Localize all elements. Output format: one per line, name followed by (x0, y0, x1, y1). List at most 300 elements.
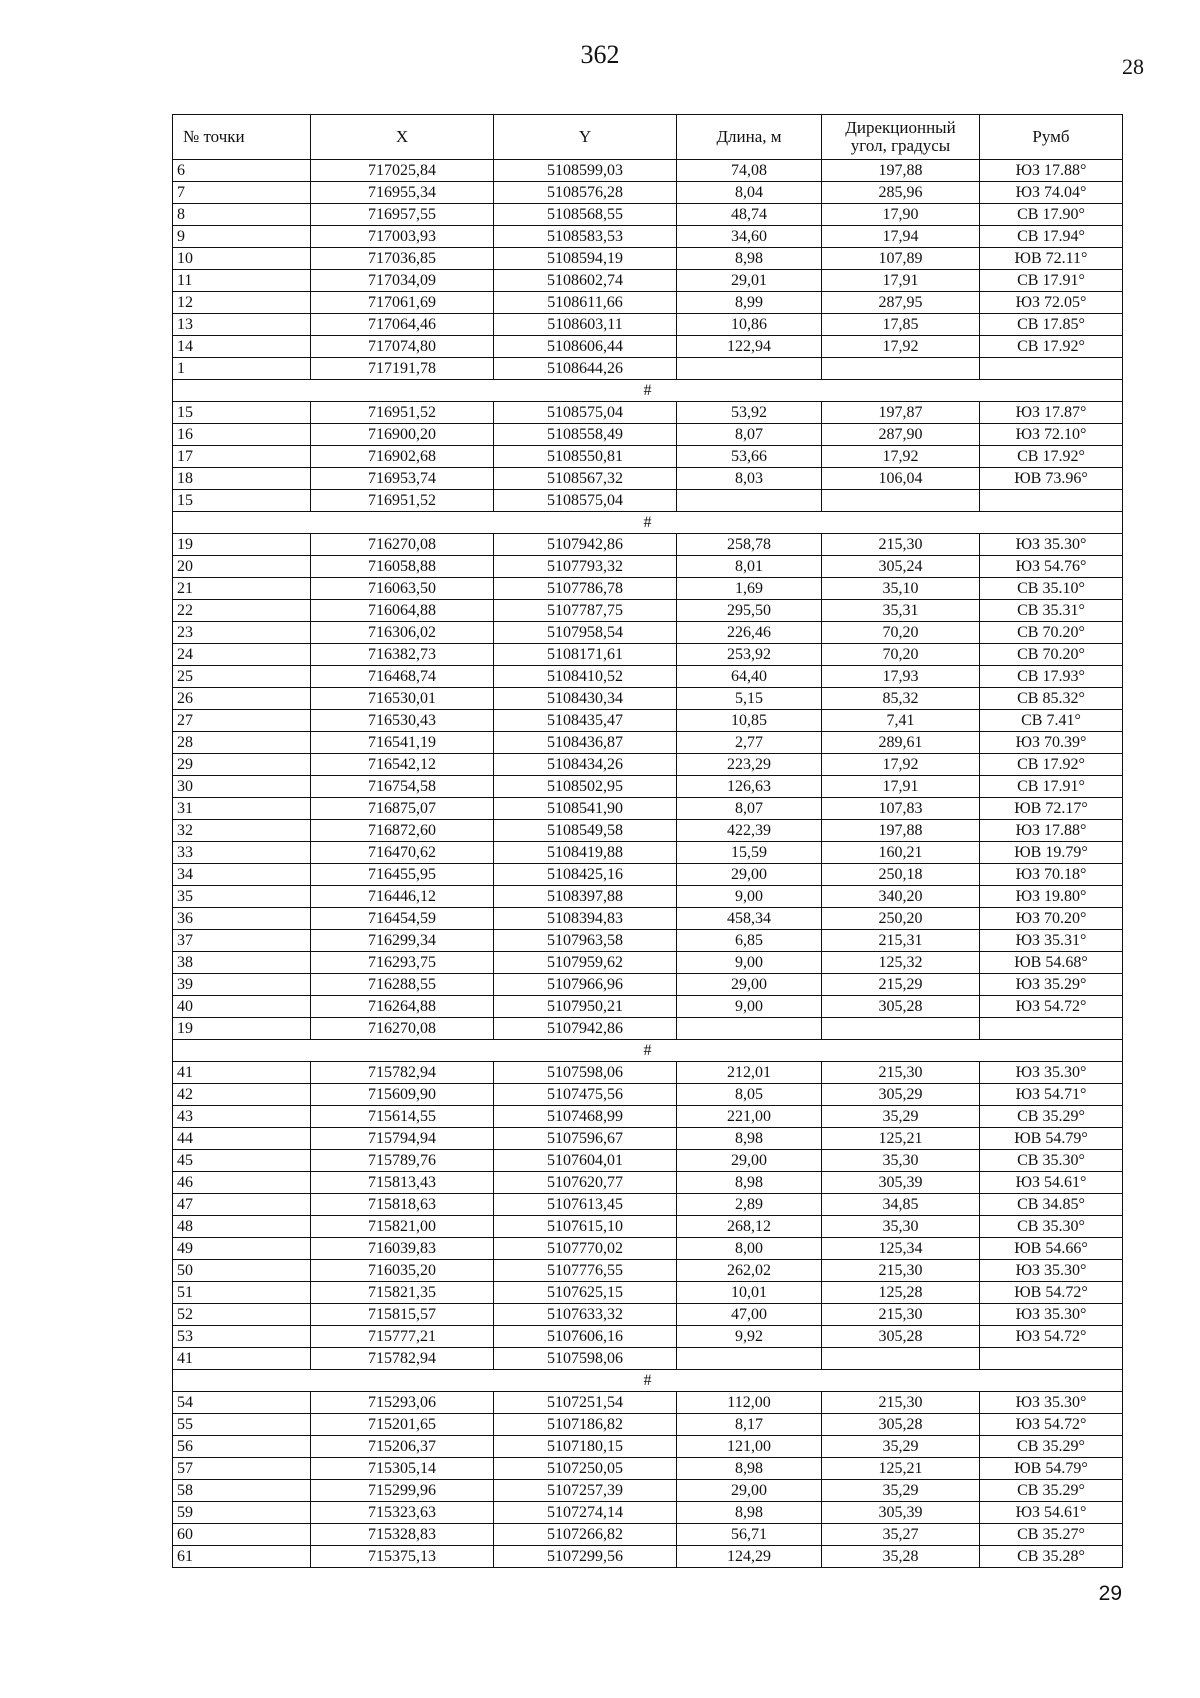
cell-point: 30 (173, 776, 311, 798)
cell-angle: 35,27 (822, 1524, 980, 1546)
cell-rumb: ЮЗ 54.71° (980, 1084, 1123, 1106)
cell-angle: 35,28 (822, 1546, 980, 1568)
cell-point: 54 (173, 1392, 311, 1414)
table-row (173, 974, 1123, 996)
cell-angle: 17,90 (822, 204, 980, 226)
table-row (173, 1216, 1123, 1238)
cell-x: 716454,59 (311, 908, 494, 930)
cell-point: 46 (173, 1172, 311, 1194)
cell-rumb: ЮЗ 54.61° (980, 1172, 1123, 1194)
cell-rumb (980, 490, 1123, 512)
cell-rumb: СВ 35.27° (980, 1524, 1123, 1546)
table-header (173, 115, 1123, 160)
cell-point: 17 (173, 446, 311, 468)
table-row (173, 1436, 1123, 1458)
cell-y: 5107620,77 (494, 1172, 677, 1194)
cell-x: 715815,57 (311, 1304, 494, 1326)
cell-angle: 215,30 (822, 1304, 980, 1326)
cell-y: 5107958,54 (494, 622, 677, 644)
cell-point: 35 (173, 886, 311, 908)
cell-length: 124,29 (677, 1546, 822, 1568)
cell-length: 253,92 (677, 644, 822, 666)
table-row (173, 1480, 1123, 1502)
cell-point: 18 (173, 468, 311, 490)
cell-angle: 125,21 (822, 1128, 980, 1150)
cell-x: 716293,75 (311, 952, 494, 974)
cell-x: 717034,09 (311, 270, 494, 292)
cell-rumb: ЮВ 54.79° (980, 1458, 1123, 1480)
cell-length: 268,12 (677, 1216, 822, 1238)
separator-cell: # (173, 512, 1123, 534)
cell-point: 24 (173, 644, 311, 666)
cell-rumb: ЮВ 72.17° (980, 798, 1123, 820)
cell-x: 715375,13 (311, 1546, 494, 1568)
cell-y: 5107942,86 (494, 534, 677, 556)
table-row (173, 952, 1123, 974)
cell-point: 61 (173, 1546, 311, 1568)
cell-x: 716900,20 (311, 424, 494, 446)
cell-x: 715206,37 (311, 1436, 494, 1458)
table-row (173, 270, 1123, 292)
cell-rumb: ЮВ 19.79° (980, 842, 1123, 864)
table-row (173, 688, 1123, 710)
cell-length: 8,98 (677, 1172, 822, 1194)
table-row (173, 1128, 1123, 1150)
cell-length: 56,71 (677, 1524, 822, 1546)
cell-angle: 17,92 (822, 754, 980, 776)
cell-angle: 70,20 (822, 644, 980, 666)
cell-angle: 125,34 (822, 1238, 980, 1260)
cell-rumb: СВ 17.92° (980, 446, 1123, 468)
cell-rumb: СВ 35.10° (980, 578, 1123, 600)
cell-y: 5107251,54 (494, 1392, 677, 1414)
cell-angle: 70,20 (822, 622, 980, 644)
header-angle: Дирекционный угол, градусы (822, 115, 980, 160)
cell-angle: 125,28 (822, 1282, 980, 1304)
cell-angle (822, 1018, 980, 1040)
cell-rumb: ЮЗ 17.87° (980, 402, 1123, 424)
cell-angle: 289,61 (822, 732, 980, 754)
cell-point: 19 (173, 1018, 311, 1040)
cell-rumb: ЮЗ 35.30° (980, 1304, 1123, 1326)
cell-point: 56 (173, 1436, 311, 1458)
cell-rumb: СВ 35.28° (980, 1546, 1123, 1568)
cell-y: 5107250,05 (494, 1458, 677, 1480)
cell-length: 262,02 (677, 1260, 822, 1282)
cell-rumb: СВ 17.93° (980, 666, 1123, 688)
cell-angle: 305,29 (822, 1084, 980, 1106)
table-row (173, 292, 1123, 314)
cell-y: 5107606,16 (494, 1326, 677, 1348)
header-point: № точки (173, 115, 311, 160)
cell-length: 29,00 (677, 1150, 822, 1172)
cell-length: 8,05 (677, 1084, 822, 1106)
cell-x: 715328,83 (311, 1524, 494, 1546)
cell-x: 715614,55 (311, 1106, 494, 1128)
cell-rumb: ЮЗ 54.76° (980, 556, 1123, 578)
cell-length: 2,89 (677, 1194, 822, 1216)
cell-length: 8,98 (677, 1502, 822, 1524)
separator-cell: # (173, 380, 1123, 402)
cell-x: 717003,93 (311, 226, 494, 248)
cell-y: 5107468,99 (494, 1106, 677, 1128)
cell-point: 20 (173, 556, 311, 578)
cell-x: 716955,34 (311, 182, 494, 204)
cell-rumb: ЮВ 54.66° (980, 1238, 1123, 1260)
cell-length: 212,01 (677, 1062, 822, 1084)
cell-rumb: ЮЗ 54.72° (980, 996, 1123, 1018)
cell-angle (822, 490, 980, 512)
cell-angle: 125,32 (822, 952, 980, 974)
table-row (173, 710, 1123, 732)
table-row (173, 1018, 1123, 1040)
cell-point: 6 (173, 160, 311, 182)
cell-point: 31 (173, 798, 311, 820)
cell-length: 8,00 (677, 1238, 822, 1260)
cell-rumb: ЮЗ 54.61° (980, 1502, 1123, 1524)
cell-x: 717036,85 (311, 248, 494, 270)
cell-y: 5107959,62 (494, 952, 677, 974)
cell-y: 5107776,55 (494, 1260, 677, 1282)
cell-point: 37 (173, 930, 311, 952)
cell-x: 716306,02 (311, 622, 494, 644)
cell-angle: 215,31 (822, 930, 980, 952)
cell-angle: 197,88 (822, 820, 980, 842)
cell-length: 34,60 (677, 226, 822, 248)
cell-rumb: СВ 70.20° (980, 644, 1123, 666)
cell-x: 715782,94 (311, 1348, 494, 1370)
cell-rumb: СВ 17.91° (980, 270, 1123, 292)
separator-row (173, 380, 1123, 402)
cell-y: 5108541,90 (494, 798, 677, 820)
cell-point: 14 (173, 336, 311, 358)
cell-angle: 35,30 (822, 1216, 980, 1238)
cell-angle: 125,21 (822, 1458, 980, 1480)
separator-row (173, 1040, 1123, 1062)
page-number-bottom: 29 (1098, 1582, 1122, 1605)
cell-x: 717064,46 (311, 314, 494, 336)
cell-x: 715201,65 (311, 1414, 494, 1436)
cell-y: 5107786,78 (494, 578, 677, 600)
table-row (173, 1392, 1123, 1414)
cell-length: 458,34 (677, 908, 822, 930)
cell-length: 9,92 (677, 1326, 822, 1348)
table-row (173, 1414, 1123, 1436)
cell-point: 33 (173, 842, 311, 864)
cell-x: 716063,50 (311, 578, 494, 600)
cell-rumb: СВ 17.94° (980, 226, 1123, 248)
cell-length: 8,98 (677, 1128, 822, 1150)
cell-angle: 35,29 (822, 1480, 980, 1502)
cell-length: 8,07 (677, 798, 822, 820)
cell-angle: 250,18 (822, 864, 980, 886)
cell-x: 715609,90 (311, 1084, 494, 1106)
cell-x: 715293,06 (311, 1392, 494, 1414)
cell-point: 8 (173, 204, 311, 226)
cell-rumb: СВ 17.92° (980, 336, 1123, 358)
table-row (173, 732, 1123, 754)
cell-y: 5108602,74 (494, 270, 677, 292)
cell-point: 11 (173, 270, 311, 292)
cell-rumb: ЮЗ 35.30° (980, 1392, 1123, 1414)
cell-angle: 305,28 (822, 996, 980, 1018)
cell-angle: 305,28 (822, 1326, 980, 1348)
cell-point: 39 (173, 974, 311, 996)
cell-point: 42 (173, 1084, 311, 1106)
cell-x: 715794,94 (311, 1128, 494, 1150)
cell-y: 5107604,01 (494, 1150, 677, 1172)
cell-x: 716039,83 (311, 1238, 494, 1260)
cell-angle: 305,24 (822, 556, 980, 578)
table-row (173, 1150, 1123, 1172)
cell-x: 716270,08 (311, 534, 494, 556)
table-row (173, 204, 1123, 226)
cell-y: 5108603,11 (494, 314, 677, 336)
cell-rumb: СВ 35.31° (980, 600, 1123, 622)
page-number-top: 362 (580, 40, 620, 69)
cell-rumb: СВ 35.29° (980, 1436, 1123, 1458)
cell-point: 40 (173, 996, 311, 1018)
cell-angle: 35,29 (822, 1436, 980, 1458)
cell-point: 34 (173, 864, 311, 886)
cell-y: 5108568,55 (494, 204, 677, 226)
cell-rumb: ЮВ 54.79° (980, 1128, 1123, 1150)
cell-x: 715305,14 (311, 1458, 494, 1480)
cell-y: 5107793,32 (494, 556, 677, 578)
cell-length: 8,03 (677, 468, 822, 490)
table-row (173, 754, 1123, 776)
table-row (173, 1084, 1123, 1106)
cell-y: 5108410,52 (494, 666, 677, 688)
cell-x: 716035,20 (311, 1260, 494, 1282)
table-row (173, 446, 1123, 468)
cell-x: 716446,12 (311, 886, 494, 908)
cell-rumb: СВ 70.20° (980, 622, 1123, 644)
cell-point: 50 (173, 1260, 311, 1282)
cell-length (677, 358, 822, 380)
table-row (173, 908, 1123, 930)
cell-point: 21 (173, 578, 311, 600)
cell-x: 716902,68 (311, 446, 494, 468)
cell-rumb: ЮЗ 17.88° (980, 820, 1123, 842)
cell-y: 5108397,88 (494, 886, 677, 908)
cell-point: 15 (173, 402, 311, 424)
cell-point: 7 (173, 182, 311, 204)
cell-rumb: ЮЗ 70.39° (980, 732, 1123, 754)
table-row (173, 1524, 1123, 1546)
cell-y: 5108394,83 (494, 908, 677, 930)
cell-point: 44 (173, 1128, 311, 1150)
table-row (173, 600, 1123, 622)
cell-point: 45 (173, 1150, 311, 1172)
cell-length: 29,01 (677, 270, 822, 292)
table-row (173, 644, 1123, 666)
cell-angle: 17,92 (822, 446, 980, 468)
cell-length: 121,00 (677, 1436, 822, 1458)
cell-rumb: ЮЗ 54.72° (980, 1414, 1123, 1436)
cell-point: 25 (173, 666, 311, 688)
cell-length: 48,74 (677, 204, 822, 226)
cell-length: 126,63 (677, 776, 822, 798)
table-row (173, 1546, 1123, 1568)
cell-length (677, 1018, 822, 1040)
table-row (173, 1502, 1123, 1524)
cell-y: 5108430,34 (494, 688, 677, 710)
cell-rumb: СВ 17.90° (980, 204, 1123, 226)
cell-x: 715821,35 (311, 1282, 494, 1304)
header-row (173, 115, 1123, 160)
table-row (173, 1238, 1123, 1260)
table-row (173, 996, 1123, 1018)
cell-point: 41 (173, 1348, 311, 1370)
cell-angle: 17,85 (822, 314, 980, 336)
cell-length: 8,98 (677, 248, 822, 270)
cell-y: 5107186,82 (494, 1414, 677, 1436)
cell-point: 22 (173, 600, 311, 622)
cell-point: 29 (173, 754, 311, 776)
table-row (173, 864, 1123, 886)
table-row (173, 182, 1123, 204)
cell-y: 5108435,47 (494, 710, 677, 732)
cell-length: 8,04 (677, 182, 822, 204)
cell-length: 10,01 (677, 1282, 822, 1304)
cell-angle: 215,29 (822, 974, 980, 996)
cell-angle: 305,39 (822, 1502, 980, 1524)
cell-x: 716872,60 (311, 820, 494, 842)
cell-x: 716288,55 (311, 974, 494, 996)
cell-angle: 17,94 (822, 226, 980, 248)
cell-length: 422,39 (677, 820, 822, 842)
cell-x: 716058,88 (311, 556, 494, 578)
cell-rumb: ЮВ 54.72° (980, 1282, 1123, 1304)
cell-y: 5108549,58 (494, 820, 677, 842)
table-row (173, 1194, 1123, 1216)
cell-x: 716455,95 (311, 864, 494, 886)
cell-x: 716264,88 (311, 996, 494, 1018)
cell-angle: 17,92 (822, 336, 980, 358)
cell-length: 223,29 (677, 754, 822, 776)
cell-y: 5108594,19 (494, 248, 677, 270)
page-number-corner: 28 (1122, 54, 1144, 79)
cell-x: 716957,55 (311, 204, 494, 226)
cell-angle: 106,04 (822, 468, 980, 490)
cell-y: 5108611,66 (494, 292, 677, 314)
table-body (173, 160, 1123, 1568)
cell-y: 5107596,67 (494, 1128, 677, 1150)
table-row (173, 1062, 1123, 1084)
cell-rumb: ЮВ 72.11° (980, 248, 1123, 270)
cell-length: 29,00 (677, 974, 822, 996)
cell-length: 64,40 (677, 666, 822, 688)
cell-y: 5107475,56 (494, 1084, 677, 1106)
cell-y: 5107963,58 (494, 930, 677, 952)
cell-point: 19 (173, 534, 311, 556)
cell-x: 716530,01 (311, 688, 494, 710)
cell-rumb: СВ 35.30° (980, 1150, 1123, 1172)
table-row (173, 1260, 1123, 1282)
header-length: Длина, м (677, 115, 822, 160)
cell-rumb: ЮЗ 74.04° (980, 182, 1123, 204)
cell-rumb: ЮЗ 35.31° (980, 930, 1123, 952)
cell-angle: 34,85 (822, 1194, 980, 1216)
cell-angle: 305,39 (822, 1172, 980, 1194)
cell-length: 29,00 (677, 1480, 822, 1502)
cell-length: 53,92 (677, 402, 822, 424)
cell-rumb: СВ 85.32° (980, 688, 1123, 710)
cell-rumb: СВ 35.29° (980, 1106, 1123, 1128)
cell-angle: 285,96 (822, 182, 980, 204)
table-row (173, 402, 1123, 424)
cell-point: 48 (173, 1216, 311, 1238)
table-row (173, 820, 1123, 842)
cell-length: 15,59 (677, 842, 822, 864)
cell-angle: 35,29 (822, 1106, 980, 1128)
cell-point: 36 (173, 908, 311, 930)
cell-y: 5108576,28 (494, 182, 677, 204)
cell-y: 5107180,15 (494, 1436, 677, 1458)
cell-x: 716541,19 (311, 732, 494, 754)
cell-rumb: ЮЗ 19.80° (980, 886, 1123, 908)
header-y: Y (494, 115, 677, 160)
cell-y: 5107257,39 (494, 1480, 677, 1502)
cell-y: 5108558,49 (494, 424, 677, 446)
cell-x: 715299,96 (311, 1480, 494, 1502)
cell-y: 5107598,06 (494, 1348, 677, 1370)
cell-x: 715821,00 (311, 1216, 494, 1238)
cell-point: 1 (173, 358, 311, 380)
table-row (173, 842, 1123, 864)
cell-point: 23 (173, 622, 311, 644)
cell-length: 47,00 (677, 1304, 822, 1326)
cell-angle: 340,20 (822, 886, 980, 908)
cell-y: 5108502,95 (494, 776, 677, 798)
cell-length (677, 1348, 822, 1370)
cell-x: 716470,62 (311, 842, 494, 864)
cell-y: 5108434,26 (494, 754, 677, 776)
cell-y: 5107770,02 (494, 1238, 677, 1260)
cell-y: 5108419,88 (494, 842, 677, 864)
cell-y: 5108425,16 (494, 864, 677, 886)
cell-angle: 160,21 (822, 842, 980, 864)
table-row (173, 424, 1123, 446)
header-x: X (311, 115, 494, 160)
table-row (173, 314, 1123, 336)
table-row (173, 1326, 1123, 1348)
cell-angle: 85,32 (822, 688, 980, 710)
cell-rumb: ЮЗ 17.88° (980, 160, 1123, 182)
table-row (173, 556, 1123, 578)
cell-angle: 287,95 (822, 292, 980, 314)
cell-y: 5108575,04 (494, 402, 677, 424)
cell-rumb: СВ 17.92° (980, 754, 1123, 776)
cell-x: 716270,08 (311, 1018, 494, 1040)
cell-length (677, 490, 822, 512)
cell-rumb (980, 1018, 1123, 1040)
cell-point: 51 (173, 1282, 311, 1304)
cell-rumb: СВ 17.91° (980, 776, 1123, 798)
cell-angle: 107,89 (822, 248, 980, 270)
table-row (173, 1304, 1123, 1326)
cell-point: 47 (173, 1194, 311, 1216)
cell-y: 5107598,06 (494, 1062, 677, 1084)
cell-rumb: ЮЗ 54.72° (980, 1326, 1123, 1348)
cell-point: 32 (173, 820, 311, 842)
cell-length: 112,00 (677, 1392, 822, 1414)
cell-point: 49 (173, 1238, 311, 1260)
cell-rumb: ЮЗ 70.20° (980, 908, 1123, 930)
table-row (173, 930, 1123, 952)
cell-x: 716754,58 (311, 776, 494, 798)
